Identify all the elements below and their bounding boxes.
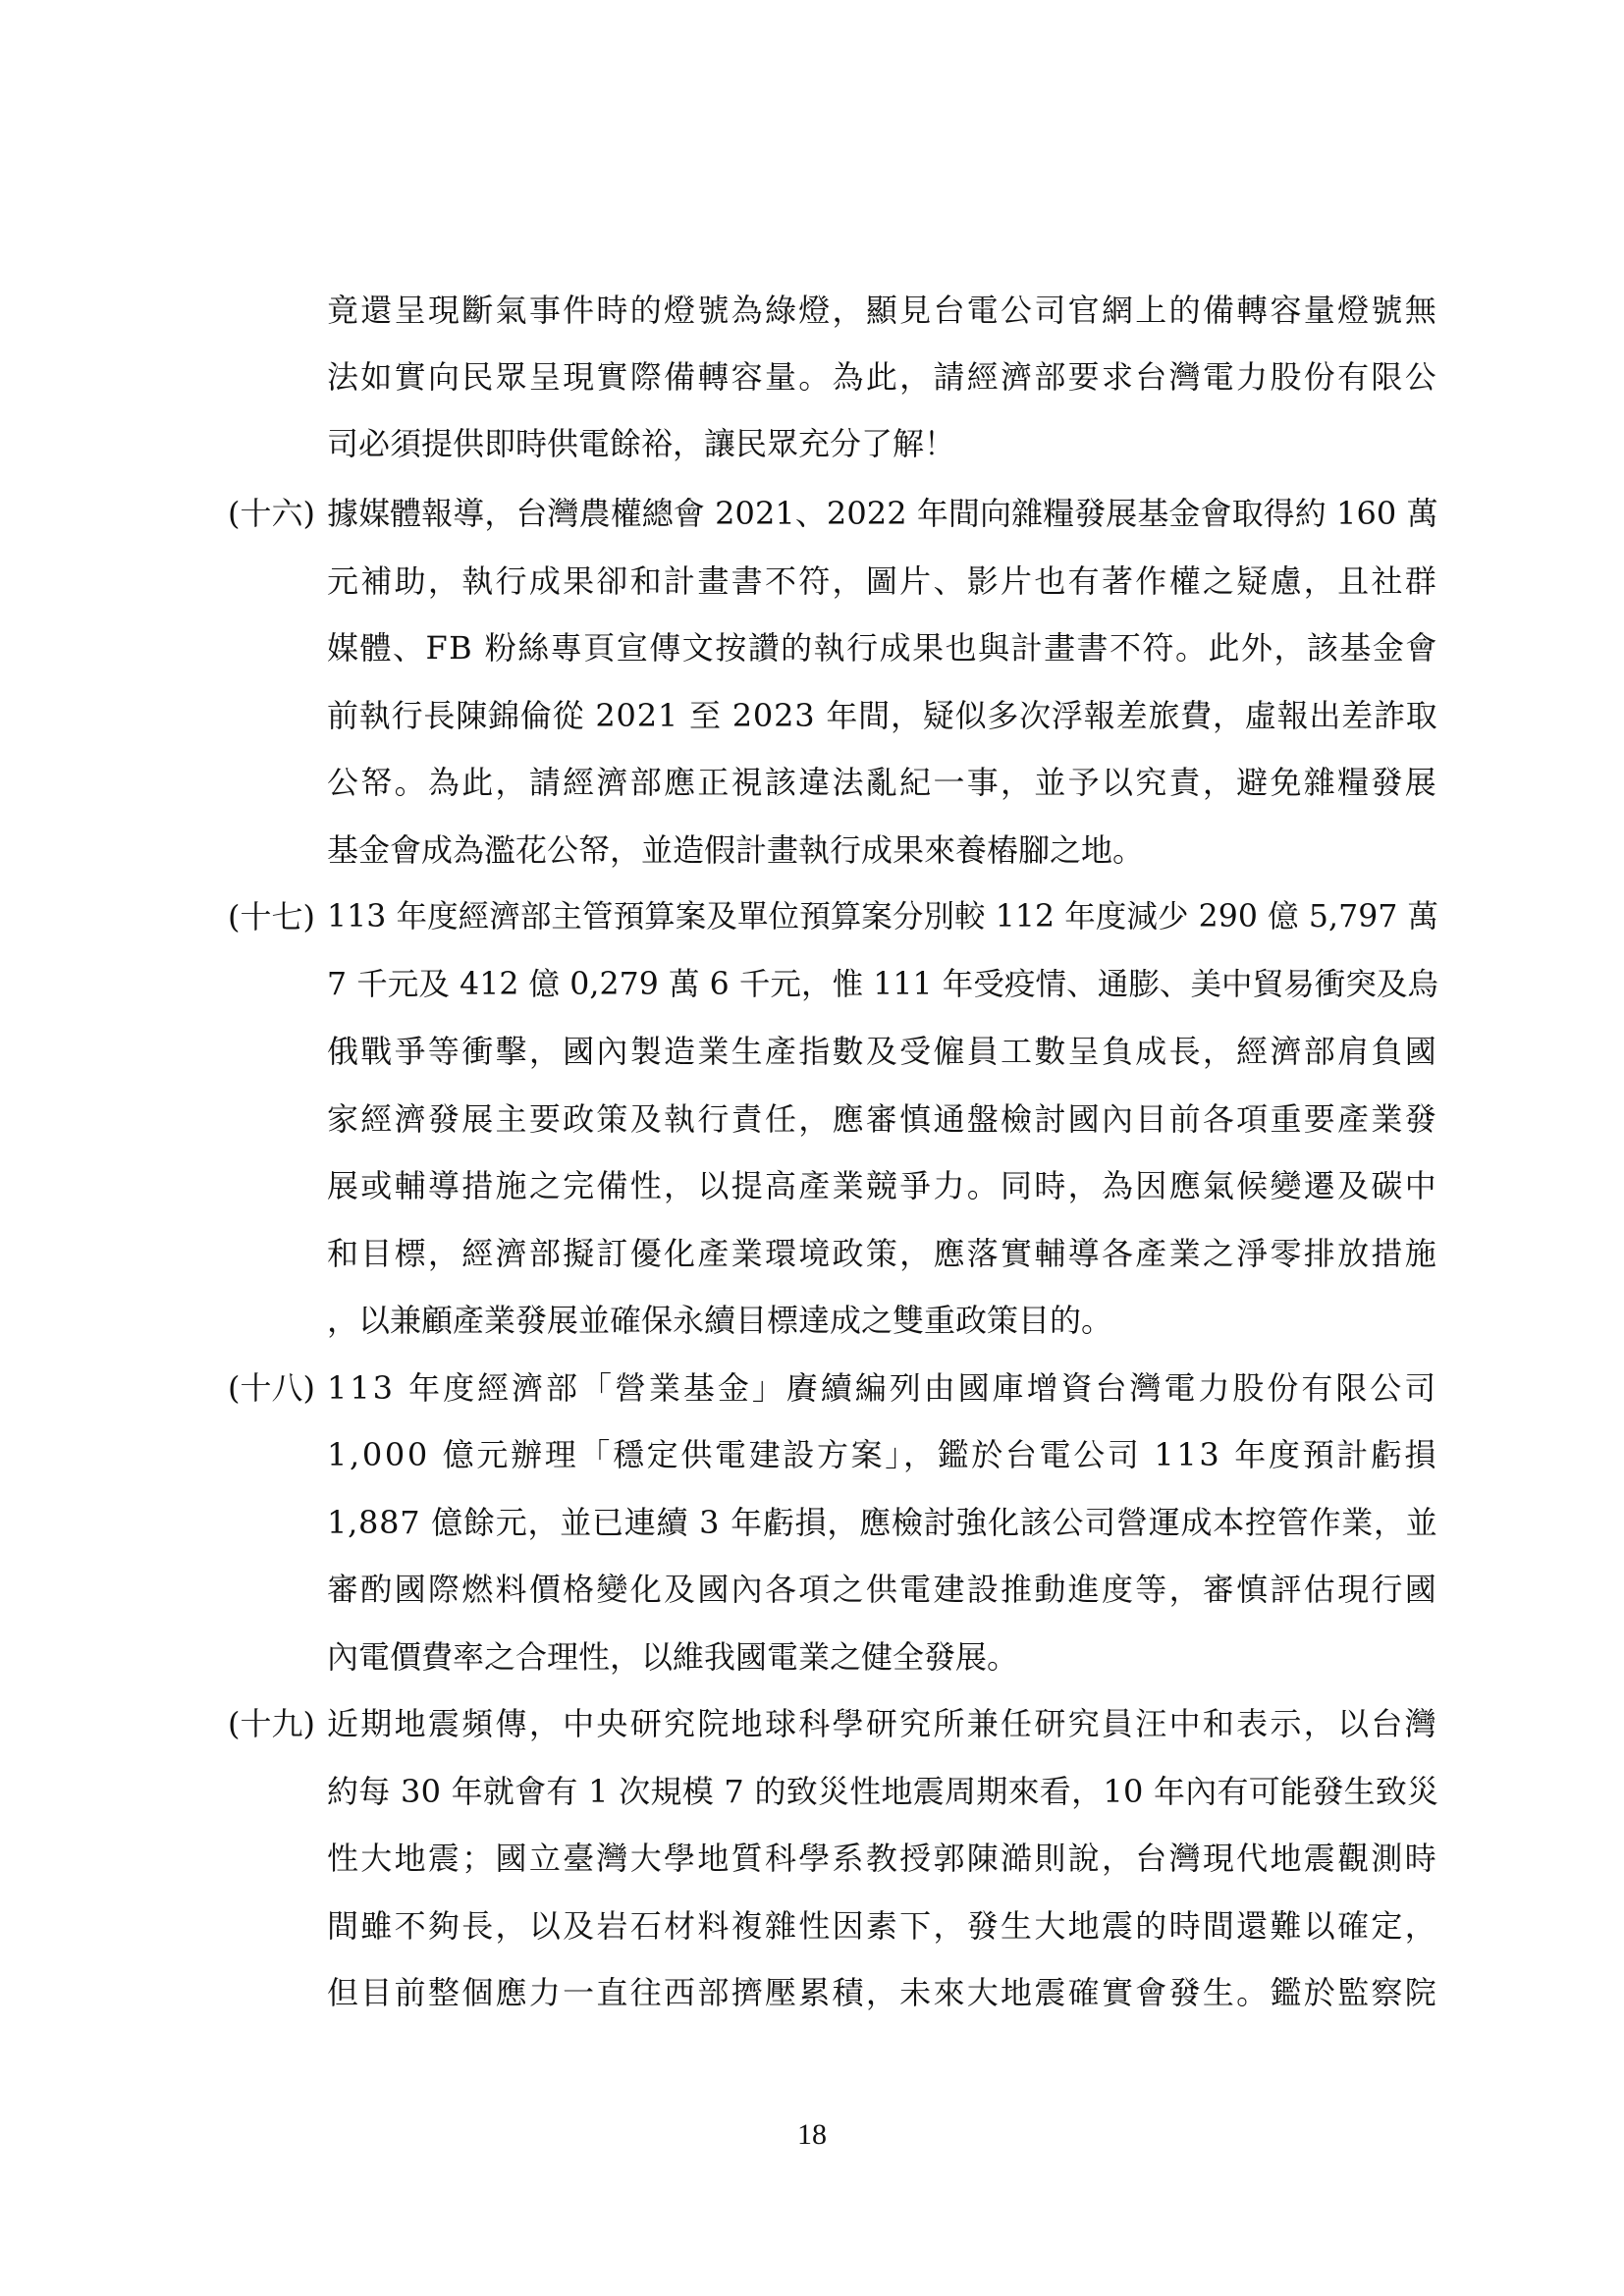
item-label: (十六) — [228, 495, 315, 532]
item-label: (十八) — [228, 1369, 315, 1407]
item-line: 俄戰爭等衝擊，國內製造業生產指數及受僱員工數呈負成長，經濟部肩負國 — [327, 1033, 1439, 1070]
item-line: 和目標，經濟部擬訂優化產業環境政策，應落實輔導各產業之淨零排放措施 — [327, 1235, 1439, 1272]
item-line: 性大地震；國立臺灣大學地質科學系教授郭陳澔則說，台灣現代地震觀測時 — [327, 1840, 1439, 1877]
item-line: ，以兼顧產業發展並確保永續目標達成之雙重政策目的。 — [327, 1302, 1113, 1339]
item-line: 約每 30 年就會有 1 次規模 7 的致災性地震周期來看，10 年內有可能發生致災 — [327, 1773, 1439, 1810]
item-line: 113 年度經濟部主管預算案及單位預算案分別較 112 年度減少 290 億 5,797 萬 — [327, 899, 1439, 934]
item-line: 1,000 億元辦理「穩定供電建設方案」，鑑於台電公司 113 年度預計虧損 — [327, 1436, 1439, 1473]
item-label: (十九) — [228, 1705, 315, 1742]
intro-line: 竟還呈現斷氣事件時的燈號為綠燈，顯見台電公司官網上的備轉容量燈號無 — [327, 292, 1439, 329]
item-label: (十七) — [228, 898, 315, 935]
item-line: 113 年度經濟部「營業基金」賡續編列由國庫增資台灣電力股份有限公司 — [327, 1369, 1439, 1407]
item-line: 內電價費率之合理性，以維我國電業之健全發展。 — [327, 1638, 1019, 1676]
page-number: 18 — [797, 2118, 827, 2151]
item-line: 審酌國際燃料價格變化及國內各項之供電建設推動進度等，審慎評估現行國 — [327, 1571, 1439, 1608]
item-line: 家經濟發展主要政策及執行責任，應審慎通盤檢討國內目前各項重要產業發 — [327, 1100, 1439, 1138]
intro-line: 法如實向民眾呈現實際備轉容量。為此，請經濟部要求台灣電力股份有限公 — [327, 358, 1439, 396]
item-line: 元補助，執行成果卻和計畫書不符，圖片、影片也有著作權之疑慮，且社群 — [327, 562, 1439, 600]
item-line: 展或輔導措施之完備性，以提高產業競爭力。同時，為因應氣候變遷及碳中 — [327, 1167, 1439, 1204]
item-line: 近期地震頻傳，中央研究院地球科學研究所兼任研究員汪中和表示，以台灣 — [327, 1705, 1439, 1742]
item-line: 公帑。為此，請經濟部應正視該違法亂紀一事，並予以究責，避免雜糧發展 — [327, 764, 1439, 801]
item-line: 間雖不夠長，以及岩石材料複雜性因素下，發生大地震的時間還難以確定， — [327, 1907, 1439, 1945]
item-line: 但目前整個應力一直往西部擠壓累積，未來大地震確實會發生。鑑於監察院 — [327, 1974, 1439, 2011]
item-line: 前執行長陳錦倫從 2021 至 2023 年間，疑似多次浮報差旅費，虛報出差詐取 — [327, 697, 1438, 734]
item-line: 據媒體報導，台灣農權總會 2021、2022 年間向雜糧發展基金會取得約 160 萬 — [327, 495, 1438, 532]
item-line: 1,887 億餘元，並已連續 3 年虧損，應檢討強化該公司營運成本控管作業，並 — [327, 1504, 1438, 1541]
intro-line: 司必須提供即時供電餘裕，讓民眾充分了解！ — [327, 425, 956, 462]
item-line: 基金會成為濫花公帑，並造假計畫執行成果來養樁腳之地。 — [327, 831, 1145, 869]
item-line: 7 千元及 412 億 0,279 萬 6 千元，惟 111 年受疫情、通膨、美中貿易衝突及烏 — [327, 967, 1439, 1002]
item-line: 媒體、FB 粉絲專頁宣傳文按讚的執行成果也與計畫書不符。此外，該基金會 — [327, 629, 1438, 667]
